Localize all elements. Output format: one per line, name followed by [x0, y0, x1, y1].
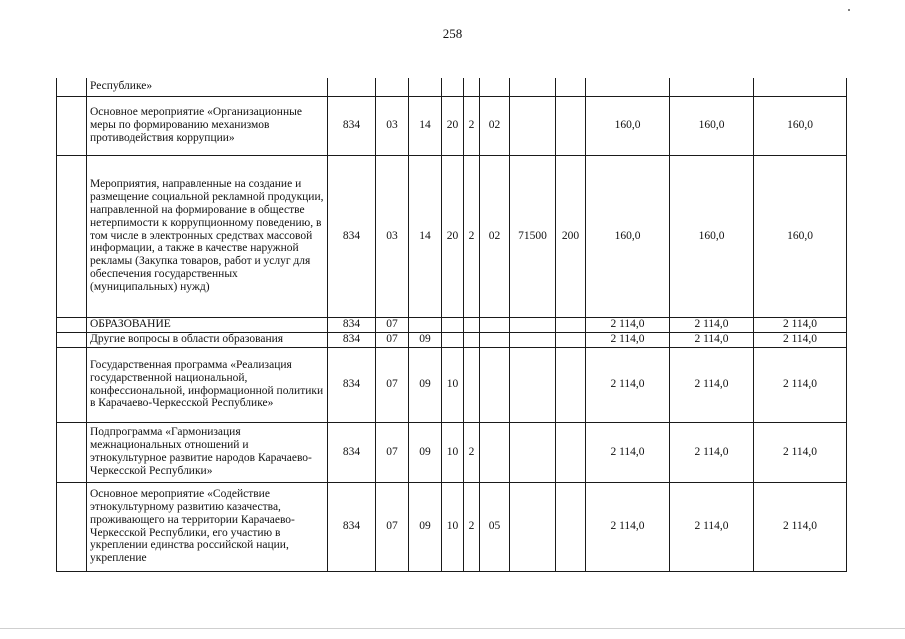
col-section: 03: [376, 155, 409, 317]
col-expense-type: [556, 78, 586, 96]
col-year-1: 160,0: [586, 96, 670, 155]
col-program: 10: [442, 482, 464, 571]
col-direction: [510, 96, 556, 155]
row-name: Основное мероприятие «Содействие этнокультурному развитию казачества, проживающего на территории Карачаево-Черкесской Республики, его участию в укреплении единства российской нации, укрепление: [87, 482, 328, 571]
col-year-2: 2 114,0: [670, 482, 754, 571]
col-subsection: [409, 78, 442, 96]
col-subprogram: 2: [464, 422, 480, 482]
row-name: Основное мероприятие «Организационные меры по формированию механизмов противодействия коррупции»: [87, 96, 328, 155]
table-row: [57, 422, 847, 482]
row-index-cell: [57, 482, 87, 571]
col-year-1: 2 114,0: [586, 317, 670, 332]
col-admin: 834: [328, 482, 376, 571]
row-name: Подпрограмма «Гармонизация межнациональных отношений и этнокультурное развитие народов Карачаево-Черкесской Республики»: [87, 422, 328, 482]
col-expense-type: [556, 347, 586, 422]
col-direction: [510, 482, 556, 571]
col-section: 07: [376, 347, 409, 422]
col-admin: [328, 78, 376, 96]
col-year-1: 2 114,0: [586, 332, 670, 347]
col-section: 07: [376, 317, 409, 332]
table-row: [57, 78, 847, 96]
col-admin: 834: [328, 155, 376, 317]
col-year-1: 2 114,0: [586, 347, 670, 422]
col-subsection: 09: [409, 422, 442, 482]
col-program: [442, 317, 464, 332]
col-year-3: 160,0: [754, 155, 847, 317]
table-row: [57, 482, 847, 571]
col-subprogram: 2: [464, 482, 480, 571]
col-program: 10: [442, 347, 464, 422]
col-direction: 71500: [510, 155, 556, 317]
col-admin: 834: [328, 96, 376, 155]
col-program: 10: [442, 422, 464, 482]
row-index-cell: [57, 78, 87, 96]
col-section: [376, 78, 409, 96]
col-year-3: [754, 78, 847, 96]
col-subsection: 09: [409, 332, 442, 347]
col-direction: [510, 422, 556, 482]
page-number: 258: [442, 26, 463, 41]
row-index-cell: [57, 347, 87, 422]
col-year-3: 2 114,0: [754, 422, 847, 482]
page-bottom-edge: [0, 628, 905, 629]
col-subprogram: [464, 347, 480, 422]
table-row: [57, 317, 847, 332]
col-year-2: 2 114,0: [670, 347, 754, 422]
row-index-cell: [57, 96, 87, 155]
col-program: 20: [442, 155, 464, 317]
col-year-3: 160,0: [754, 96, 847, 155]
col-year-2: 160,0: [670, 155, 754, 317]
col-subsection: [409, 317, 442, 332]
col-main-event: [480, 347, 510, 422]
col-subprogram: [464, 78, 480, 96]
col-main-event: 02: [480, 96, 510, 155]
row-index-cell: [57, 422, 87, 482]
col-direction: [510, 332, 556, 347]
col-year-1: 2 114,0: [586, 422, 670, 482]
table-row: [57, 155, 847, 317]
table-row: [57, 347, 847, 422]
col-year-1: 2 114,0: [586, 482, 670, 571]
col-expense-type: [556, 317, 586, 332]
col-direction: [510, 78, 556, 96]
col-year-3: 2 114,0: [754, 482, 847, 571]
col-year-1: 160,0: [586, 155, 670, 317]
row-index-cell: [57, 155, 87, 317]
col-expense-type: [556, 422, 586, 482]
col-direction: [510, 347, 556, 422]
col-year-3: 2 114,0: [754, 347, 847, 422]
col-section: 07: [376, 332, 409, 347]
col-year-3: 2 114,0: [754, 332, 847, 347]
col-year-2: 2 114,0: [670, 317, 754, 332]
col-expense-type: [556, 482, 586, 571]
col-subprogram: [464, 317, 480, 332]
col-year-2: 160,0: [670, 96, 754, 155]
col-subprogram: 2: [464, 155, 480, 317]
col-program: [442, 78, 464, 96]
row-name: Мероприятия, направленные на создание и размещение социальной рекламной продукции, направленной на формирование в обществе нетерпимости к коррупционному поведению, в том числе в электронных средствах массовой информации, а также в качестве наружной рекламы (Закупка товаров, работ и услуг для обеспечения государственных (муниципальных) нужд): [87, 155, 328, 317]
col-year-2: 2 114,0: [670, 332, 754, 347]
table-row: [57, 332, 847, 347]
row-name: Республике»: [87, 78, 328, 96]
col-year-2: [670, 78, 754, 96]
col-admin: 834: [328, 422, 376, 482]
col-admin: 834: [328, 347, 376, 422]
col-subprogram: [464, 332, 480, 347]
col-admin: 834: [328, 317, 376, 332]
col-main-event: [480, 422, 510, 482]
col-expense-type: [556, 96, 586, 155]
scan-speck: [848, 9, 850, 11]
col-section: 07: [376, 482, 409, 571]
col-subprogram: 2: [464, 96, 480, 155]
col-section: 03: [376, 96, 409, 155]
col-subsection: 09: [409, 482, 442, 571]
col-program: [442, 332, 464, 347]
budget-table: [56, 78, 847, 572]
row-name: ОБРАЗОВАНИЕ: [87, 317, 328, 332]
row-index-cell: [57, 332, 87, 347]
col-main-event: 05: [480, 482, 510, 571]
row-name: Другие вопросы в области образования: [87, 332, 328, 347]
col-year-3: 2 114,0: [754, 317, 847, 332]
table-row: [57, 96, 847, 155]
col-expense-type: 200: [556, 155, 586, 317]
col-admin: 834: [328, 332, 376, 347]
col-main-event: [480, 332, 510, 347]
table-body: [57, 78, 847, 571]
col-main-event: [480, 78, 510, 96]
row-name: Государственная программа «Реализация государственной национальной, конфессиональной, информационной политики в Карачаево-Черкесской Республике»: [87, 347, 328, 422]
col-expense-type: [556, 332, 586, 347]
col-main-event: 02: [480, 155, 510, 317]
col-program: 20: [442, 96, 464, 155]
col-subsection: 14: [409, 96, 442, 155]
col-section: 07: [376, 422, 409, 482]
row-index-cell: [57, 317, 87, 332]
col-direction: [510, 317, 556, 332]
col-subsection: 09: [409, 347, 442, 422]
col-subsection: 14: [409, 155, 442, 317]
col-main-event: [480, 317, 510, 332]
col-year-1: [586, 78, 670, 96]
col-year-2: 2 114,0: [670, 422, 754, 482]
